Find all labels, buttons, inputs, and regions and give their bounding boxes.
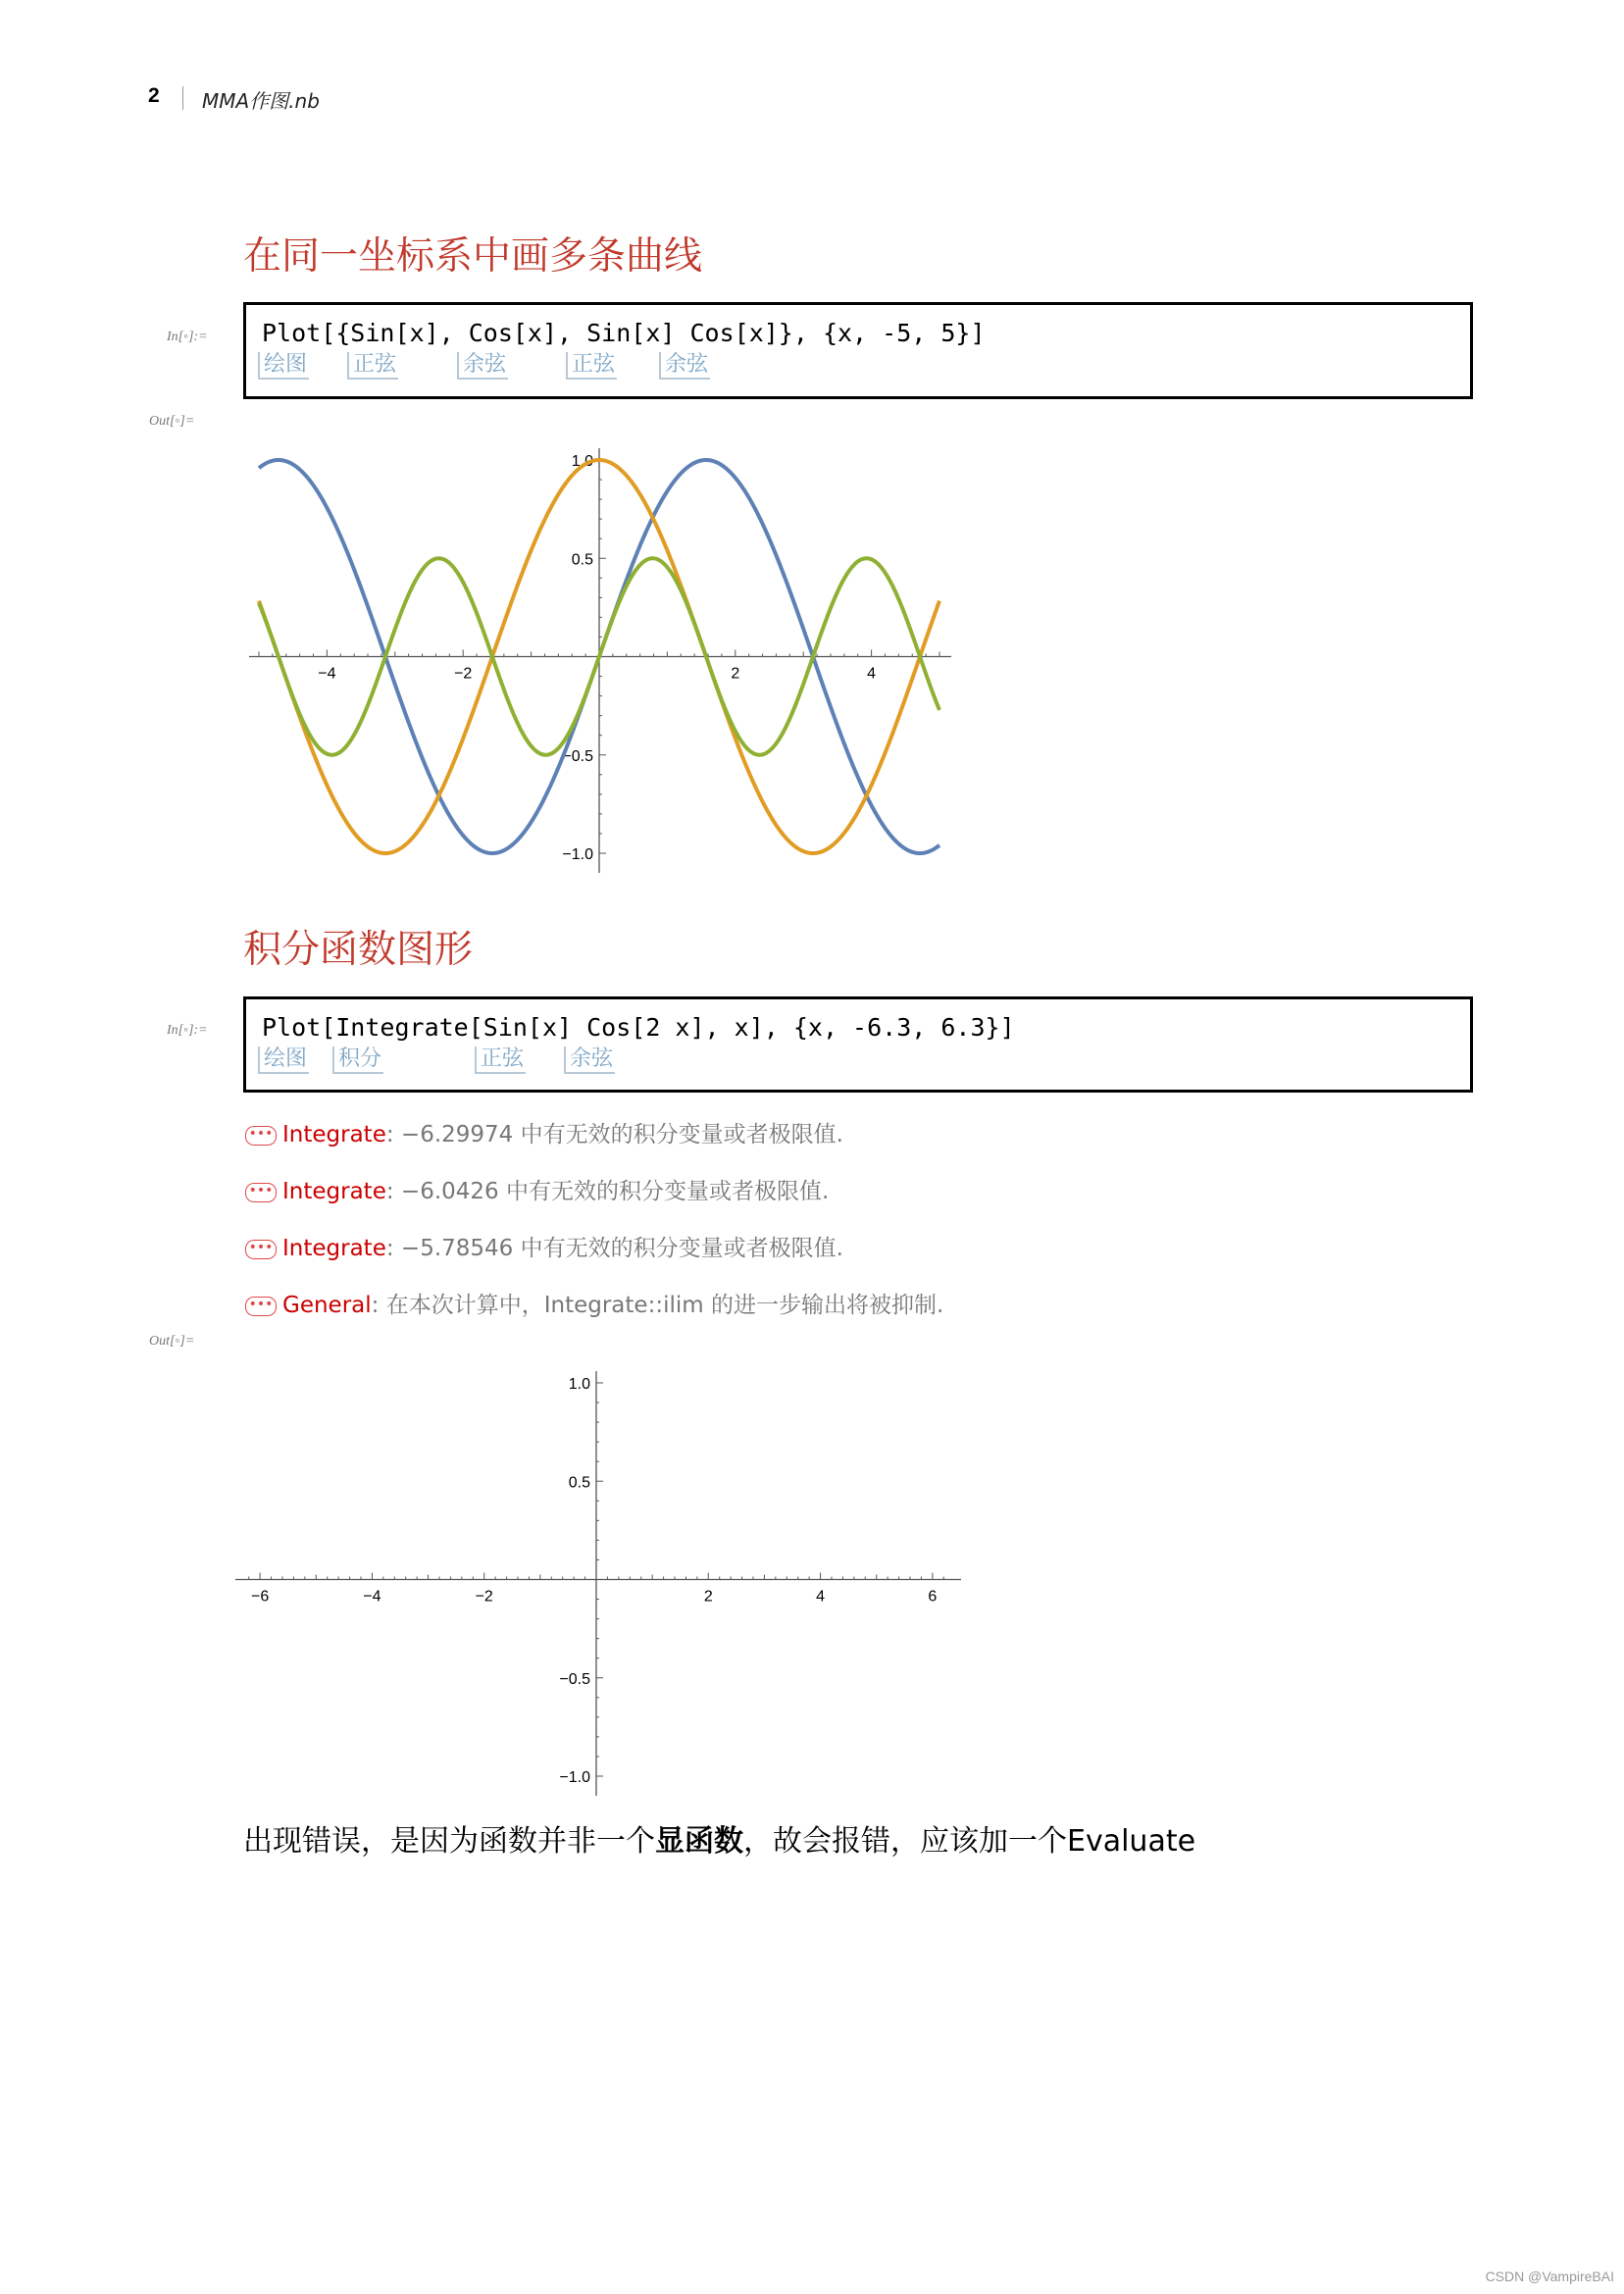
input-cell-plot-trig[interactable]	[243, 302, 1473, 399]
code-text-2[interactable]: Plot[Integrate[Sin[x] Cos[2 x], x], {x, -6.3, 6.3}]	[262, 1013, 1015, 1042]
hint-cos: 余弦	[457, 352, 508, 380]
x-tick-label: −2	[454, 665, 473, 683]
hint-sin-2: 正弦	[566, 352, 617, 380]
input-label: In[◦]:=	[167, 330, 208, 344]
section-title-multiple-curves: 在同一坐标系中画多条曲线	[243, 234, 703, 279]
explanation-text: 出现错误，是因为函数并非一个显函数，故会报错，应该加一个Evaluate	[243, 1824, 1196, 1859]
x-tick-label: 4	[867, 665, 877, 683]
hint-cos-2: 余弦	[659, 352, 710, 380]
hint-cos: 余弦	[564, 1046, 615, 1074]
y-tick-label: −1.0	[562, 846, 593, 863]
output-label: Out[◦]=	[149, 414, 195, 429]
footer-watermark: CSDN @VampireBAI	[1485, 2269, 1614, 2284]
y-tick-label: 1.0	[568, 1376, 590, 1393]
y-tick-label: 0.5	[568, 1474, 590, 1492]
x-tick-label: −4	[363, 1588, 381, 1606]
message-integrate-1[interactable]: ••• Integrate: −6.29974 中有无效的积分变量或者极限值.	[245, 1116, 843, 1148]
y-tick-label: −0.5	[562, 747, 593, 765]
hint-integrate: 积分	[332, 1046, 383, 1074]
y-tick-label: 0.5	[571, 551, 593, 569]
code-text[interactable]: Plot[{Sin[x], Cos[x], Sin[x] Cos[x]}, {x, -5, 5}]	[262, 319, 986, 347]
y-tick-label: −1.0	[559, 1769, 590, 1786]
message-integrate-2[interactable]: ••• Integrate: −6.0426 中有无效的积分变量或者极限值.	[245, 1173, 829, 1205]
hint-plot: 绘图	[258, 1046, 309, 1074]
message-menu-icon[interactable]: •••	[245, 1297, 277, 1316]
page-number: 2	[148, 84, 160, 107]
x-tick-label: −2	[475, 1588, 493, 1606]
input-label-2: In[◦]:=	[167, 1023, 208, 1038]
hint-sin: 正弦	[475, 1046, 526, 1074]
output-label-2: Out[◦]=	[149, 1334, 195, 1349]
message-general[interactable]: ••• General: 在本次计算中，Integrate::ilim 的进一步输出将被抑制.	[245, 1287, 943, 1319]
hint-sin: 正弦	[347, 352, 398, 380]
y-tick-label: 1.0	[571, 453, 593, 470]
x-tick-label: 2	[703, 1588, 713, 1606]
hint-plot: 绘图	[258, 352, 309, 380]
notebook-title: MMA作图.nb	[202, 89, 320, 113]
explicit-function-bold: 显函数	[655, 1824, 743, 1859]
chart-trig-plot	[235, 432, 961, 883]
message-menu-icon[interactable]: •••	[245, 1183, 277, 1202]
x-tick-label: 2	[731, 665, 740, 683]
x-tick-label: −6	[251, 1588, 270, 1606]
message-integrate-3[interactable]: ••• Integrate: −5.78546 中有无效的积分变量或者极限值.	[245, 1230, 843, 1262]
message-menu-icon[interactable]: •••	[245, 1240, 277, 1259]
y-tick-label: −0.5	[559, 1670, 590, 1688]
input-cell-plot-integrate[interactable]	[243, 996, 1473, 1093]
message-menu-icon[interactable]: •••	[245, 1126, 277, 1146]
section-title-integral-plot: 积分函数图形	[243, 928, 474, 972]
x-tick-label: 6	[928, 1588, 938, 1606]
x-tick-label: 4	[816, 1588, 826, 1606]
x-tick-label: −4	[318, 665, 336, 683]
header-divider	[182, 86, 183, 110]
chart-empty-integral-plot	[235, 1353, 961, 1805]
